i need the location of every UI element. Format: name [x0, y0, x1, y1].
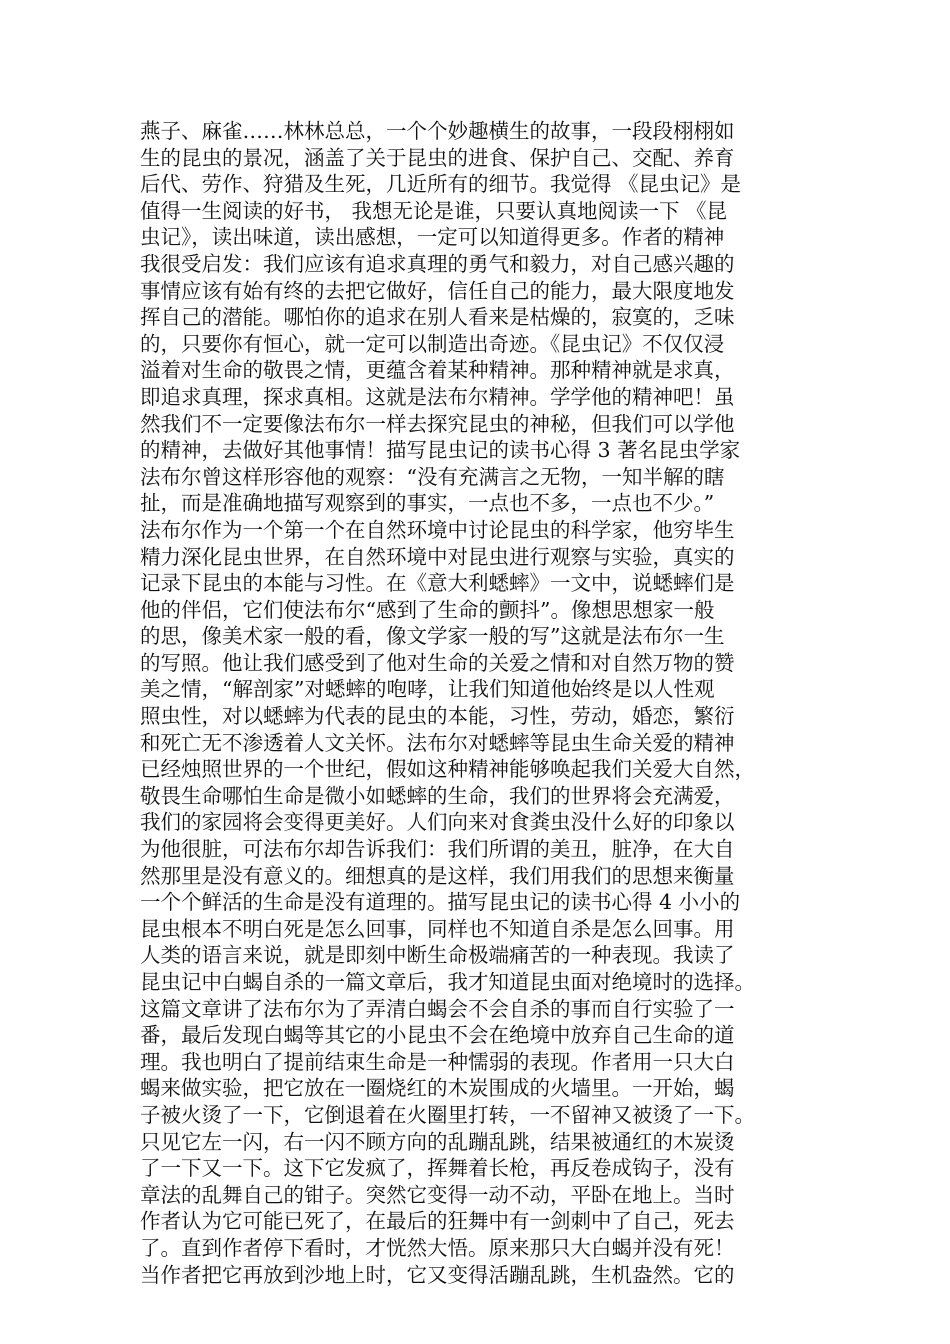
text-line: 值得一生阅读的好书， 我想无论是谁，只要认真地阅读一下 《昆 — [140, 198, 728, 223]
text-line: 事情应该有始有终的去把它做好，信任自己的能力，最大限度地发 — [140, 278, 735, 303]
text-line: 然我们不一定要像法布尔一样去探究昆虫的神秘，但我们可以学他 — [140, 411, 735, 436]
text-line: 了一下又一下。这下它发疯了，挥舞着长枪，再反卷成钩子，没有 — [140, 1156, 735, 1181]
text-line: 子被火烫了一下，它倒退着在火圈里打转，一不留神又被烫了一下。 — [140, 1102, 755, 1127]
text-line: 敬畏生命哪怕生命是微小如蟋蟀的生命，我们的世界将会充满爱， — [140, 783, 735, 808]
text-line: 扯，而是准确地描写观察到的事实，一点也不多，一点也不少。” — [140, 491, 715, 516]
body-text — [140, 118, 830, 1288]
text-line: 昆虫根本不明白死是怎么回事，同样也不知道自杀是怎么回事。用 — [140, 916, 735, 941]
text-line: 为他很脏，可法布尔却告诉我们：我们所谓的美丑，脏净，在大自 — [140, 837, 735, 862]
text-line: 的，只要你有恒心，就一定可以制造出奇迹。《昆虫记》不仅仅浸 — [140, 331, 725, 356]
text-line: 虫记》，读出味道，读出感想，一定可以知道得更多。作者的精神 — [140, 225, 725, 250]
text-line: 和死亡无不渗透着人文关怀。法布尔对蟋蟀等昆虫生命关爱的精神 — [140, 730, 735, 755]
text-line: 记录下昆虫的本能与习性。在《意大利蟋蟀》一文中，说蟋蟀们是 — [140, 571, 735, 596]
text-line: 法布尔曾这样形容他的观察：“没有充满言之无物，一知半解的瞎 — [140, 464, 725, 489]
text-line: 作者认为它可能已死了，在最后的狂舞中有一剑刺中了自己，死去 — [140, 1209, 735, 1234]
text-line: 燕子、麻雀……林林总总，一个个妙趣横生的故事，一段段栩栩如 — [140, 119, 735, 143]
text-line: 我们的家园将会变得更美好。人们向来对食粪虫没什么好的印象以 — [140, 810, 735, 835]
text-line: 挥自己的潜能。哪怕你的追求在别人看来是枯燥的，寂寞的，乏味 — [140, 305, 735, 330]
text-line: 蝎来做实验，把它放在一圈烧红的木炭围成的火墙里。一开始，蝎 — [140, 1076, 735, 1101]
text-line: 这篇文章讲了法布尔为了弄清白蝎会不会自杀的事而自行实验了一 — [140, 996, 735, 1021]
text-line: 精力深化昆虫世界，在自然环境中对昆虫进行观察与实验，真实的 — [140, 544, 735, 569]
text-line: 当作者把它再放到沙地上时，它又变得活蹦乱跳，生机盎然。它的 — [140, 1262, 735, 1287]
text-line: 然那里是没有意义的。细想真的是这样，我们用我们的思想来衡量 — [140, 863, 735, 888]
text-line: 的思，像美术家一般的看，像文学家一般的写”这就是法布尔一生 — [140, 624, 725, 649]
text-line: 即追求真理，探求真相。这就是法布尔精神。学学他的精神吧！虽 — [140, 384, 735, 409]
text-line: 已经烛照世界的一个世纪，假如这种精神能够唤起我们关爱大自然， — [140, 757, 755, 782]
text-line: 人类的语言来说，就是即刻中断生命极端痛苦的一种表现。我读了 — [140, 943, 735, 968]
text-line: 后代、劳作、狩猎及生死，几近所有的细节。我觉得 《昆虫记》是 — [140, 172, 742, 197]
text-line: 他的伴侣，它们使法布尔“感到了生命的颤抖”。像想思想家一般 — [140, 597, 715, 622]
text-line: 的精神，去做好其他事情！描写昆虫记的读书心得 3 著名昆虫学家 — [140, 438, 741, 463]
text-line: 溢着对生命的敬畏之情，更蕴含着某种精神。那种精神就是求真， — [140, 358, 735, 383]
text-line: 法布尔作为一个第一个在自然环境中讨论昆虫的科学家，他穷毕生 — [140, 517, 735, 542]
text-line: 我很受启发：我们应该有追求真理的勇气和毅力，对自己感兴趣的 — [140, 251, 735, 276]
text-line: 一个个鲜活的生命是没有道理的。描写昆虫记的读书心得 4 小小的 — [140, 890, 741, 915]
text-line: 昆虫记中白蝎自杀的一篇文章后，我才知道昆虫面对绝境时的选择。 — [140, 970, 755, 994]
text-line: 理。我也明白了提前结束生命是一种懦弱的表现。作者用一只大白 — [140, 1049, 735, 1074]
text-line: 生的昆虫的景况，涵盖了关于昆虫的进食、保护自己、交配、养育 — [140, 145, 735, 170]
text-line: 的写照。他让我们感受到了他对生命的关爱之情和对自然万物的赞 — [140, 650, 735, 675]
text-line: 美之情，“解剖家”对蟋蟀的咆哮，让我们知道他始终是以人性观 — [140, 677, 715, 702]
text-line: 只见它左一闪，右一闪不顾方向的乱蹦乱跳，结果被通红的木炭烫 — [140, 1129, 735, 1154]
text-line: 章法的乱舞自己的钳子。突然它变得一动不动，平卧在地上。当时 — [140, 1182, 735, 1207]
text-line: 了。直到作者停下看时，才恍然大悟。原来那只大白蝎并没有死！ — [140, 1235, 735, 1260]
text-line: 番，最后发现白蝎等其它的小昆虫不会在绝境中放弃自己生命的道 — [140, 1023, 735, 1048]
text-line: 照虫性，对以蟋蟀为代表的昆虫的本能，习性，劳动，婚恋，繁衍 — [140, 704, 735, 729]
